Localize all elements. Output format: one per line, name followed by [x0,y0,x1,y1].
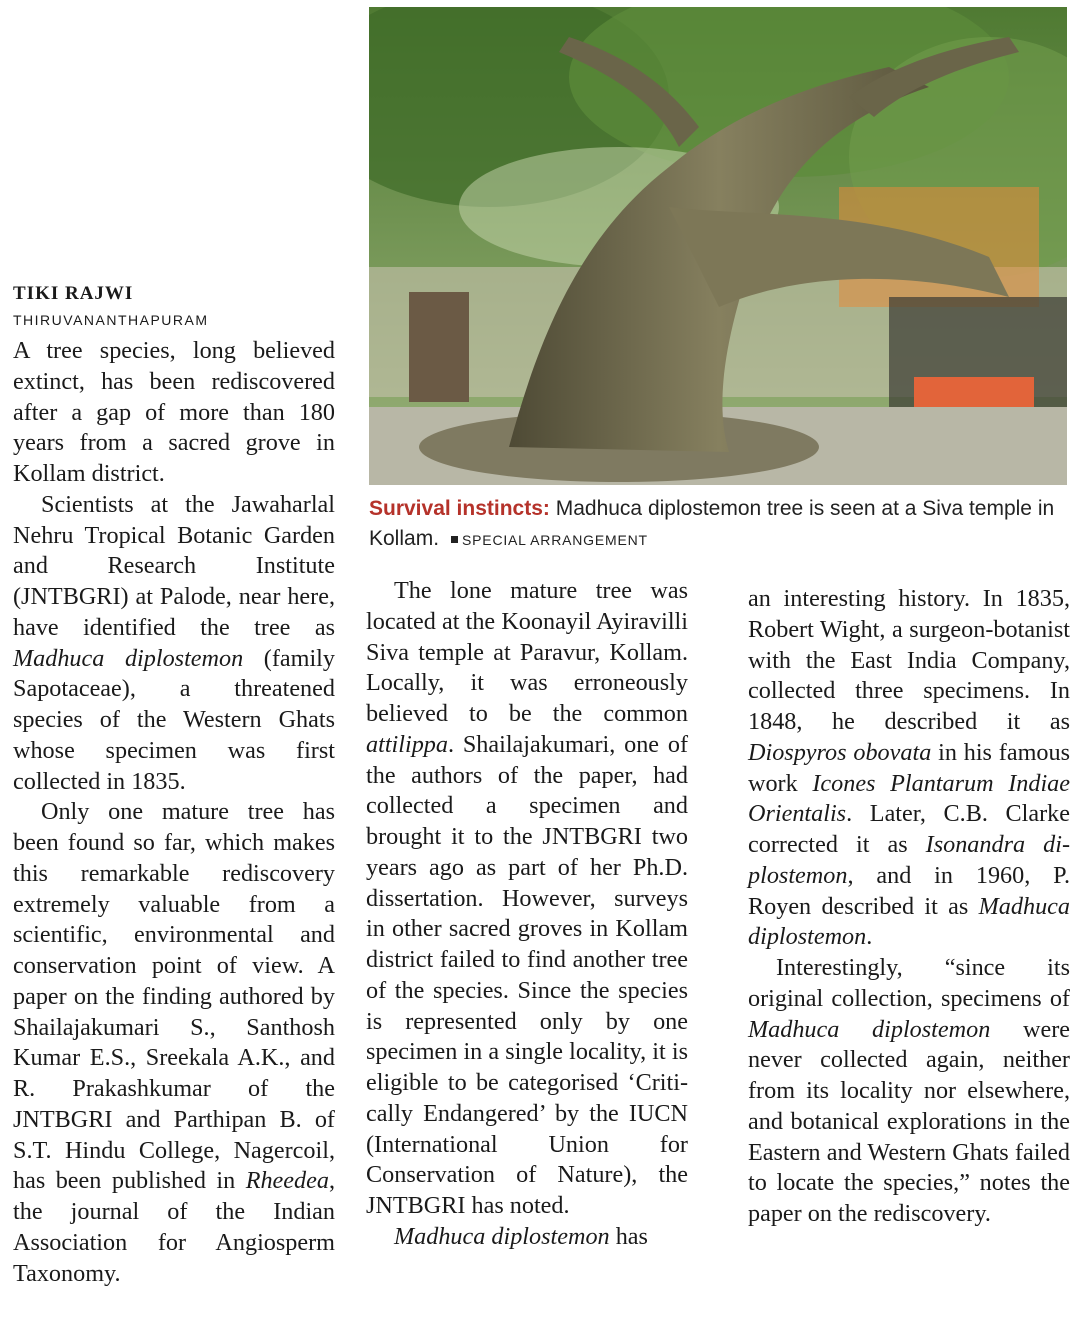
article-column-3 [748,584,1070,1230]
text-run: , and in 1960, P. Royen described it as [748,861,1070,920]
local-name: attilippa [366,730,448,758]
text-run: Scientists at the Jawaharlal Nehru Tropical Botanic Garden and Research Institute (JNTBGRI) at Palode, near here, have identified the tree as [13,490,335,641]
text-run: were never collected again, neither from its locality nor elsewhere, and botanical explorations in the Eastern and Western Ghats failed to locate the species,” notes the paper on the rediscovery. [748,1015,1070,1227]
species-name: Madhuca diplostemon [13,644,244,672]
photo-caption [369,494,1069,555]
work-title: Icones Plantarum Indiae Orientalis [748,769,1070,828]
text-run: . Later, C.B. Clarke corrected it as [748,800,1070,858]
paragraph [13,490,335,798]
text-run: The lone mature tree was located at the Koonayil Ayiravilli Siva temple at Paravur, Kollam. Locally, it was erroneously believed to be the common [366,577,688,727]
tree-photo [369,7,1067,485]
caption-lead: Survival instincts: [369,497,550,520]
text-run: Interestingly, “since its original collection, specimens of [748,954,1070,1012]
credit-square-icon [451,536,458,543]
photo-credit [451,532,648,548]
paragraph [748,584,1070,953]
article-column-2 [366,576,688,1253]
species-name: Madhuca diplostemon [394,1222,610,1250]
paragraph [366,576,688,1222]
paragraph [13,797,335,1289]
text-run: an interesting history. In 1835, Robert Wight, a surgeon-botanist with the East India Company, collected three specimens. In 1848, he described it as [748,585,1070,735]
caption-text: Madhuca diplostemon tree is seen at a Siva temple in Kollam. [369,497,1055,550]
text-run: , the journal of the Indian Association for Angiosperm Taxonomy. [13,1167,335,1287]
species-name: Madhuca diplostemon [748,892,1070,951]
species-name: Diospyros obovata [748,738,932,766]
text-run: in his famous work [748,738,1070,797]
paragraph [13,336,335,490]
paragraph [748,953,1070,1230]
text-run: . Shailajakumari, one of the authors of the paper, had collected a specimen and brought it to the JNTBGRI two years ago as part of her Ph.D. dissertation. However, surveys in other sacred groves in Kollam district failed to find another tree of the species. Since the species is represented only by one specimen in a single locality, it is eligible to be categorised ‘Critically Endangered’ by the IUCN (International Union for Conservation of Nature), the JNTBGRI has noted. [366,730,688,1219]
species-name: Isonandra diplostemon [748,831,1070,889]
article-column-1 [13,336,335,1289]
text-run: (family Sapotaceae), a threatened species of the Western Ghats whose specimen was first collected in 1835. [13,644,335,795]
tree-photo-illustration [369,7,1067,485]
byline [13,282,343,331]
text-run: has [609,1222,648,1250]
paragraph [366,1222,688,1253]
text-run: A tree species, long believed extinct, has been rediscovered after a gap of more than 180 years from a sacred grove in Kollam district. [13,337,335,487]
author-name: TIKI RAJWI [13,283,134,304]
dateline: THIRUVANANTHAPURAM [13,312,209,328]
species-name: Madhuca diplostemon [748,1015,991,1043]
text-run: . [866,923,873,951]
journal-name: Rheedea [245,1167,329,1195]
text-run: Only one mature tree has been found so far, which makes this remarkable rediscovery extremely valuable from a scientific, environmental and conservation point of view. A paper on the finding authored by Shailajakumari S., Santhosh Kumar E.S., Sreekala A.K., and R. Prakashkumar of the JNTBGRI and Parthipan B. of S.T. Hindu College, Nagercoil, has been published in [13,798,335,1195]
credit-text: SPECIAL ARRANGEMENT [462,532,648,548]
